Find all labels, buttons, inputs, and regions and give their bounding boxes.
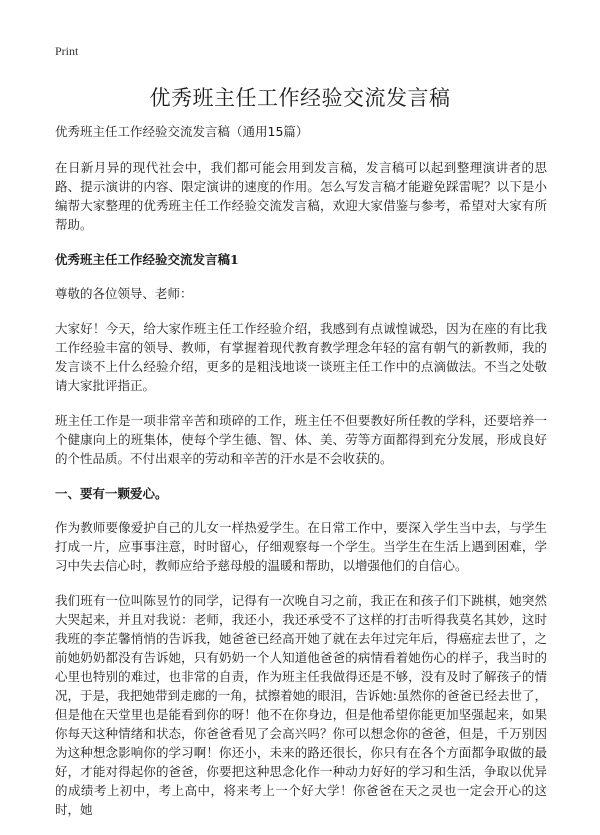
greeting: 尊敬的各位领导、老师： <box>55 286 193 301</box>
point-heading: 一、要有一颗爱心。 <box>55 486 168 501</box>
section-heading: 优秀班主任工作经验交流发言稿1 <box>55 252 239 267</box>
document-body <box>55 122 547 835</box>
body-paragraph: 作为教师要像爱护自己的儿女一样热爱学生。在日常工作中，要深入学生当中去，与学生打成一片，应事事注意，时时留心，仔细观察每一个学生。当学生在生活上遇到困难，学习中失去信心时，教师应给予慈母般的温暖和帮助，以增强他们的自信心。 <box>55 520 547 573</box>
body-paragraph: 班主任工作是一项非常辛苦和琐碎的工作，班主任不但要教好所任教的学科，还要培养一个健康向上的班集体，使每个学生德、智、体、美、劳等方面都得到充分发展，形成良好的个性品质。不付出艰辛的劳动和辛苦的汗水是不会收获的。 <box>55 413 547 466</box>
intro-paragraph: 在日新月异的现代社会中，我们都可能会用到发言稿，发言稿可以起到整理演讲者的思路、提示演讲的内容、限定演讲的速度的作用。怎么写发言稿才能避免踩雷呢？以下是小编帮大家整理的优秀班主任工作经验交流发言稿，欢迎大家借鉴与参考，希望对大家有所帮助。 <box>55 160 547 232</box>
document-title: 优秀班主任工作经验交流发言稿 <box>149 86 451 110</box>
print-label[interactable]: Print <box>55 44 79 58</box>
body-paragraph: 我们班有一位叫陈昱竹的同学，记得有一次晚自习之前，我正在和孩子们下跳棋，她突然大哭起来，并且对我说：老师，我还小，我还承受不了这样的打击听得我莫名其妙，这时我班的李芷馨悄悄的告诉我，她爸爸已经高开她了就在去年过完年后，得癌症去世了，之前她奶奶都没有告诉她，只有奶奶一个人知道他爸爸的病情看着她伤心的样子，我当时的心里也特别的难过，也非常的自责，作为班主任我做得还是不够，没有及时了解孩子的情况，于是，我把她带到走廊的一角，拭擦着她的眼泪，告诉她:虽然你的爸爸已经去世了，但是他在天堂里也是能看到你的呀！他不在你身边，但是他希望你能更加坚强起来，如果你每天这种情绪和状态，你爸爸看见了会高兴吗？你可以想念你的爸爸，但是，千万别因为这种想念影响你的学习啊！你还小，未来的路还很长，你只有在各个方面都争取做的最好，才能对得起你的爸爸，你要把这种思念化作一种动力好好的学习和生活，争取以优异的成绩考上初中，考上高中，将来考上一个好大学！你爸爸在天之灵也一定会开心的这时，她 <box>55 593 547 817</box>
document-subtitle: 优秀班主任工作经验交流发言稿（通用15篇） <box>55 124 309 139</box>
body-paragraph: 大家好！今天，给大家作班主任工作经验介绍，我感到有点诚惶诚恐，因为在座的有比我工作经验丰富的领导、教师，有掌握着现代教育教学理念年轻的富有朝气的新教师，我的发言谈不上什么经验介绍，更多的是粗浅地谈一谈班主任工作中的点滴做法。不当之处敬请大家批评指正。 <box>55 321 547 393</box>
